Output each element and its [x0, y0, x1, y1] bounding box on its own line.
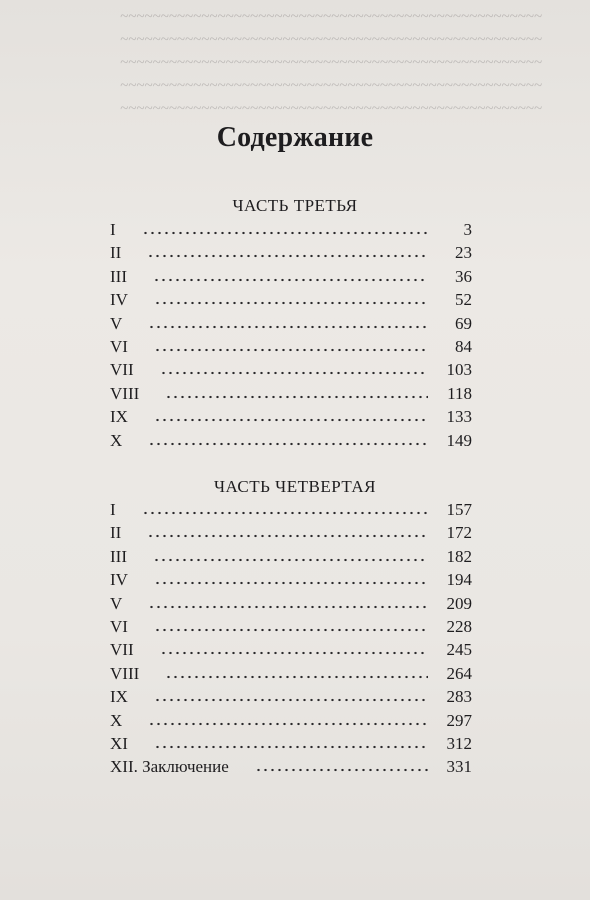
dot-leader	[148, 325, 428, 329]
chapter-number: VI	[110, 616, 128, 636]
toc-entry[interactable]	[110, 384, 472, 407]
toc-entry[interactable]	[110, 711, 472, 734]
page-number: 133	[446, 407, 472, 427]
page-number: 312	[446, 733, 472, 753]
page-number: 157	[446, 500, 472, 519]
dot-leader	[142, 511, 428, 515]
dot-leader	[148, 722, 428, 726]
chapter-number: III	[110, 266, 127, 286]
toc-list	[110, 500, 472, 781]
page-number: 264	[446, 663, 472, 683]
toc-list	[110, 220, 472, 454]
page-number: 283	[446, 687, 472, 707]
toc-entry[interactable]	[110, 594, 472, 617]
toc-entry[interactable]	[110, 360, 472, 383]
toc-entry[interactable]	[110, 314, 472, 337]
toc-entry[interactable]	[110, 547, 472, 570]
dot-leader	[153, 278, 428, 282]
chapter-number: I	[110, 500, 116, 519]
dot-leader	[165, 395, 428, 399]
toc-entry[interactable]	[110, 757, 472, 780]
chapter-number: XII. Заключение	[110, 757, 229, 777]
page-number: 245	[446, 640, 472, 660]
chapter-number: IX	[110, 407, 128, 427]
page-number: 69	[455, 313, 472, 333]
chapter-number: X	[110, 710, 123, 730]
part-heading: ЧАСТЬ ЧЕТВЕРТАЯ	[213, 477, 377, 496]
chapter-number: I	[110, 220, 116, 239]
dot-leader	[154, 581, 428, 585]
toc-entry[interactable]	[110, 431, 472, 454]
chapter-number: II	[110, 243, 122, 263]
page-number: 103	[446, 360, 472, 380]
chapter-number: VIII	[110, 663, 140, 683]
toc-entry[interactable]	[110, 220, 472, 243]
page-number: 149	[446, 430, 472, 450]
dot-leader	[154, 698, 428, 702]
page-title: Содержание	[216, 122, 374, 153]
toc-entry[interactable]	[110, 267, 472, 290]
dot-leader	[154, 745, 428, 749]
dot-leader	[147, 534, 428, 538]
dot-leader	[154, 628, 428, 632]
toc-entry[interactable]	[110, 570, 472, 593]
toc-entry[interactable]	[110, 337, 472, 360]
book-page: ~~~~~~~~~~~~~~~~~~~~~~~~~~~~~~~~~~~~~~~~~~~~~~~~~~~~ ~~~~~~~~~~~~~~~~~~~~~~~~~~~~~~~~~~~~~~~~~~~~~~~~~~~~ ~~~~~~~~~~~~~~~~~~~~~~~~~~~~~~~~~~~~~~~~~~~~~~~~~~~~ ~~~~~~~~~~~~~~~~~~~~~~~~~~~~~~~~~~~~~~~~~~~~~~~~~~~~ ~~~~~~~~~~~~~~~~~~~~~~~~~~~~~~~~~~~~~~~~~~~~~~~~~~~~ Содержание ЧАСТЬ ТРЕТЬЯ I 3 II 23 III 36 IV 52 V 69 VI 84 VII 103 VIII 118 IX 133 X 149 ЧАСТЬ ЧЕТВЕРТАЯ I 157 II 172 III 182 IV 194 V 209 VI 228 VII 245 VIII 264 IX 283 X 297 XI 312 XII. Заключение 331	[0, 0, 590, 900]
toc-entry[interactable]	[110, 640, 472, 663]
toc-entry[interactable]	[110, 407, 472, 430]
dot-leader	[255, 768, 428, 772]
page-number: 228	[446, 616, 472, 636]
dot-leader	[165, 675, 428, 679]
page-number: 118	[447, 383, 472, 403]
chapter-number: VII	[110, 360, 134, 380]
page-number: 297	[446, 710, 472, 730]
dot-leader	[154, 348, 428, 352]
page-number: 182	[446, 546, 472, 566]
chapter-number: IV	[110, 570, 128, 590]
chapter-number: VI	[110, 336, 128, 356]
page-number: 84	[455, 336, 472, 356]
chapter-number: VII	[110, 640, 134, 660]
toc-entry[interactable]	[110, 734, 472, 757]
chapter-number: V	[110, 593, 123, 613]
dot-leader	[147, 254, 428, 258]
dot-leader	[148, 605, 428, 609]
page-number: 331	[446, 757, 472, 777]
dot-leader	[148, 442, 428, 446]
toc-entry[interactable]	[110, 500, 472, 523]
toc-entry[interactable]	[110, 243, 472, 266]
page-number: 209	[446, 593, 472, 613]
chapter-number: IV	[110, 290, 128, 310]
page-number: 36	[455, 266, 472, 286]
toc-entry[interactable]	[110, 617, 472, 640]
dot-leader	[142, 231, 428, 235]
chapter-number: III	[110, 546, 127, 566]
dot-leader	[160, 651, 428, 655]
dot-leader	[154, 418, 428, 422]
dot-leader	[160, 371, 428, 375]
toc-entry[interactable]	[110, 664, 472, 687]
dot-leader	[154, 301, 428, 305]
page-number: 3	[463, 220, 472, 239]
toc-entry[interactable]	[110, 290, 472, 313]
part-heading: ЧАСТЬ ТРЕТЬЯ	[232, 196, 358, 215]
page-number: 172	[446, 523, 472, 543]
page-number: 23	[455, 243, 472, 263]
page-number: 52	[455, 290, 472, 310]
chapter-number: V	[110, 313, 123, 333]
chapter-number: IX	[110, 687, 128, 707]
chapter-number: VIII	[110, 383, 140, 403]
dot-leader	[153, 558, 428, 562]
toc-entry[interactable]	[110, 687, 472, 710]
chapter-number: XI	[110, 733, 128, 753]
page-number: 194	[446, 570, 472, 590]
chapter-number: II	[110, 523, 122, 543]
toc-entry[interactable]	[110, 523, 472, 546]
chapter-number: X	[110, 430, 123, 450]
